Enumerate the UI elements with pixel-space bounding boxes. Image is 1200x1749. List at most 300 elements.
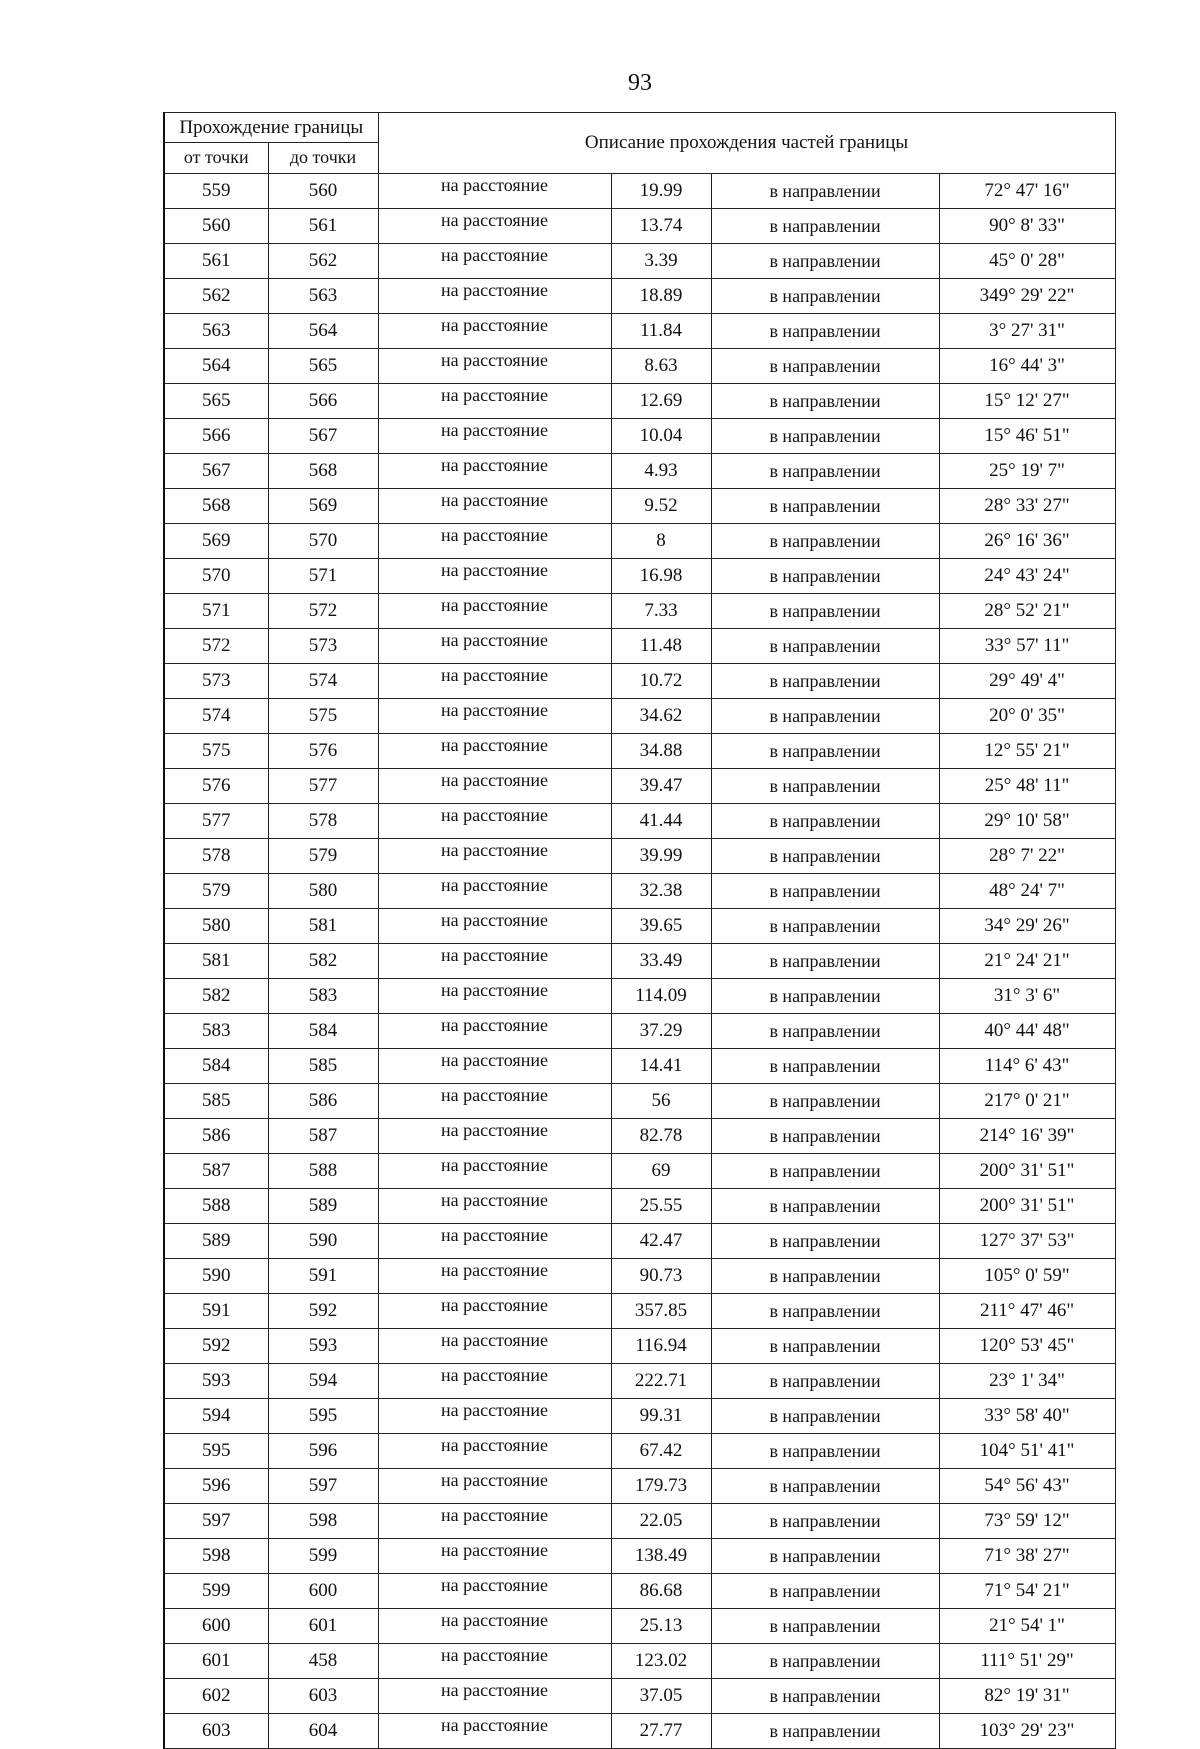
to-point-cell: 584 (268, 1013, 378, 1048)
from-point-cell: 581 (164, 943, 268, 978)
bearing-value-cell: 15° 12' 27" (939, 383, 1115, 418)
table-row (164, 768, 1115, 803)
direction-label-cell: в направлении (711, 383, 939, 418)
distance-label-cell: на расстояние (378, 453, 611, 488)
to-point-cell: 604 (268, 1713, 378, 1748)
distance-label-cell: на расстояние (378, 243, 611, 278)
to-point-cell: 578 (268, 803, 378, 838)
distance-value-cell: 222.71 (611, 1363, 711, 1398)
direction-label-cell: в направлении (711, 523, 939, 558)
table-row (164, 1573, 1115, 1608)
table-row (164, 1258, 1115, 1293)
distance-value-cell: 357.85 (611, 1293, 711, 1328)
from-point-cell: 571 (164, 593, 268, 628)
distance-value-cell: 56 (611, 1083, 711, 1118)
distance-label-cell: на расстояние (378, 1503, 611, 1538)
bearing-value-cell: 214° 16' 39" (939, 1118, 1115, 1153)
table-row (164, 838, 1115, 873)
table-row (164, 663, 1115, 698)
direction-label-cell: в направлении (711, 663, 939, 698)
from-point-cell: 574 (164, 698, 268, 733)
distance-value-cell: 8 (611, 523, 711, 558)
to-point-cell: 593 (268, 1328, 378, 1363)
table-row (164, 803, 1115, 838)
from-point-cell: 597 (164, 1503, 268, 1538)
distance-value-cell: 123.02 (611, 1643, 711, 1678)
from-point-cell: 593 (164, 1363, 268, 1398)
distance-label-cell: на расстояние (378, 173, 611, 208)
from-point-cell: 573 (164, 663, 268, 698)
to-point-cell: 458 (268, 1643, 378, 1678)
distance-label-cell: на расстояние (378, 1538, 611, 1573)
direction-label-cell: в направлении (711, 943, 939, 978)
from-point-cell: 602 (164, 1678, 268, 1713)
from-point-cell: 592 (164, 1328, 268, 1363)
to-point-cell: 596 (268, 1433, 378, 1468)
direction-label-cell: в направлении (711, 488, 939, 523)
distance-label-cell: на расстояние (378, 873, 611, 908)
distance-label-cell: на расстояние (378, 1223, 611, 1258)
distance-value-cell: 33.49 (611, 943, 711, 978)
direction-label-cell: в направлении (711, 1573, 939, 1608)
distance-value-cell: 39.47 (611, 768, 711, 803)
direction-label-cell: в направлении (711, 1328, 939, 1363)
bearing-value-cell: 28° 33' 27" (939, 488, 1115, 523)
from-point-cell: 583 (164, 1013, 268, 1048)
direction-label-cell: в направлении (711, 1048, 939, 1083)
from-point-cell: 572 (164, 628, 268, 663)
distance-value-cell: 179.73 (611, 1468, 711, 1503)
direction-label-cell: в направлении (711, 1188, 939, 1223)
to-point-cell: 567 (268, 418, 378, 453)
to-point-cell: 568 (268, 453, 378, 488)
to-point-cell: 583 (268, 978, 378, 1013)
table-row (164, 1118, 1115, 1153)
from-point-cell: 567 (164, 453, 268, 488)
to-point-cell: 590 (268, 1223, 378, 1258)
distance-value-cell: 13.74 (611, 208, 711, 243)
distance-label-cell: на расстояние (378, 838, 611, 873)
to-point-cell: 586 (268, 1083, 378, 1118)
distance-label-cell: на расстояние (378, 208, 611, 243)
distance-value-cell: 8.63 (611, 348, 711, 383)
distance-value-cell: 69 (611, 1153, 711, 1188)
table-row (164, 593, 1115, 628)
from-point-cell: 582 (164, 978, 268, 1013)
table-row (164, 1153, 1115, 1188)
distance-value-cell: 90.73 (611, 1258, 711, 1293)
from-point-cell: 591 (164, 1293, 268, 1328)
from-point-cell: 568 (164, 488, 268, 523)
from-point-cell: 603 (164, 1713, 268, 1748)
to-point-cell: 588 (268, 1153, 378, 1188)
direction-label-cell: в направлении (711, 838, 939, 873)
distance-label-cell: на расстояние (378, 698, 611, 733)
direction-label-cell: в направлении (711, 1643, 939, 1678)
table-row (164, 208, 1115, 243)
from-point-cell: 596 (164, 1468, 268, 1503)
bearing-value-cell: 25° 48' 11" (939, 768, 1115, 803)
table-row (164, 1013, 1115, 1048)
to-point-cell: 592 (268, 1293, 378, 1328)
table-row (164, 1328, 1115, 1363)
to-point-cell: 569 (268, 488, 378, 523)
bearing-value-cell: 16° 44' 3" (939, 348, 1115, 383)
to-point-cell: 570 (268, 523, 378, 558)
to-point-cell: 594 (268, 1363, 378, 1398)
from-point-cell: 559 (164, 173, 268, 208)
bearing-value-cell: 105° 0' 59" (939, 1258, 1115, 1293)
to-point-cell: 563 (268, 278, 378, 313)
from-point-cell: 565 (164, 383, 268, 418)
distance-label-cell: на расстояние (378, 558, 611, 593)
to-point-cell: 600 (268, 1573, 378, 1608)
to-point-cell: 571 (268, 558, 378, 593)
distance-value-cell: 34.62 (611, 698, 711, 733)
from-point-cell: 599 (164, 1573, 268, 1608)
distance-value-cell: 10.72 (611, 663, 711, 698)
bearing-value-cell: 28° 7' 22" (939, 838, 1115, 873)
direction-label-cell: в направлении (711, 1118, 939, 1153)
direction-label-cell: в направлении (711, 1083, 939, 1118)
distance-label-cell: на расстояние (378, 1643, 611, 1678)
table-row (164, 1643, 1115, 1678)
direction-label-cell: в направлении (711, 1538, 939, 1573)
distance-label-cell: на расстояние (378, 1083, 611, 1118)
distance-value-cell: 67.42 (611, 1433, 711, 1468)
distance-value-cell: 42.47 (611, 1223, 711, 1258)
from-point-cell: 561 (164, 243, 268, 278)
direction-label-cell: в направлении (711, 348, 939, 383)
distance-label-cell: на расстояние (378, 1608, 611, 1643)
distance-value-cell: 138.49 (611, 1538, 711, 1573)
from-point-cell: 586 (164, 1118, 268, 1153)
to-point-cell: 580 (268, 873, 378, 908)
table-row (164, 383, 1115, 418)
distance-label-cell: на расстояние (378, 278, 611, 313)
distance-value-cell: 39.99 (611, 838, 711, 873)
direction-label-cell: в направлении (711, 593, 939, 628)
distance-value-cell: 16.98 (611, 558, 711, 593)
distance-label-cell: на расстояние (378, 1433, 611, 1468)
bearing-value-cell: 211° 47' 46" (939, 1293, 1115, 1328)
distance-label-cell: на расстояние (378, 1678, 611, 1713)
bearing-value-cell: 33° 58' 40" (939, 1398, 1115, 1433)
direction-label-cell: в направлении (711, 873, 939, 908)
to-point-cell: 574 (268, 663, 378, 698)
distance-value-cell: 34.88 (611, 733, 711, 768)
distance-value-cell: 114.09 (611, 978, 711, 1013)
description-header: Описание прохождения частей границы (378, 113, 1115, 174)
bearing-value-cell: 24° 43' 24" (939, 558, 1115, 593)
direction-label-cell: в направлении (711, 208, 939, 243)
from-point-cell: 589 (164, 1223, 268, 1258)
distance-label-cell: на расстояние (378, 628, 611, 663)
from-point-cell: 585 (164, 1083, 268, 1118)
distance-label-cell: на расстояние (378, 768, 611, 803)
distance-label-cell: на расстояние (378, 383, 611, 418)
bearing-value-cell: 71° 54' 21" (939, 1573, 1115, 1608)
distance-label-cell: на расстояние (378, 733, 611, 768)
table-row (164, 1433, 1115, 1468)
bearing-value-cell: 28° 52' 21" (939, 593, 1115, 628)
distance-value-cell: 82.78 (611, 1118, 711, 1153)
table-row (164, 453, 1115, 488)
bearing-value-cell: 26° 16' 36" (939, 523, 1115, 558)
from-point-header: от точки (164, 143, 268, 173)
table-row (164, 908, 1115, 943)
distance-value-cell: 3.39 (611, 243, 711, 278)
table-row (164, 488, 1115, 523)
distance-label-cell: на расстояние (378, 593, 611, 628)
to-point-cell: 560 (268, 173, 378, 208)
distance-value-cell: 9.52 (611, 488, 711, 523)
bearing-value-cell: 71° 38' 27" (939, 1538, 1115, 1573)
direction-label-cell: в направлении (711, 243, 939, 278)
distance-value-cell: 11.84 (611, 313, 711, 348)
distance-value-cell: 22.05 (611, 1503, 711, 1538)
to-point-cell: 582 (268, 943, 378, 978)
table-row (164, 1503, 1115, 1538)
from-point-cell: 600 (164, 1608, 268, 1643)
to-point-cell: 565 (268, 348, 378, 383)
bearing-value-cell: 82° 19' 31" (939, 1678, 1115, 1713)
from-point-cell: 569 (164, 523, 268, 558)
direction-label-cell: в направлении (711, 1468, 939, 1503)
from-point-cell: 566 (164, 418, 268, 453)
direction-label-cell: в направлении (711, 803, 939, 838)
distance-value-cell: 99.31 (611, 1398, 711, 1433)
distance-label-cell: на расстояние (378, 1118, 611, 1153)
bearing-value-cell: 21° 54' 1" (939, 1608, 1115, 1643)
distance-value-cell: 7.33 (611, 593, 711, 628)
table-row (164, 628, 1115, 663)
bearing-value-cell: 12° 55' 21" (939, 733, 1115, 768)
direction-label-cell: в направлении (711, 978, 939, 1013)
direction-label-cell: в направлении (711, 1398, 939, 1433)
bearing-value-cell: 21° 24' 21" (939, 943, 1115, 978)
from-point-cell: 578 (164, 838, 268, 873)
table-row (164, 1678, 1115, 1713)
distance-value-cell: 14.41 (611, 1048, 711, 1083)
distance-label-cell: на расстояние (378, 1363, 611, 1398)
from-point-cell: 560 (164, 208, 268, 243)
bearing-value-cell: 349° 29' 22" (939, 278, 1115, 313)
table-row (164, 558, 1115, 593)
direction-label-cell: в направлении (711, 1608, 939, 1643)
table-row (164, 1538, 1115, 1573)
table-row (164, 943, 1115, 978)
to-point-cell: 573 (268, 628, 378, 663)
table-row (164, 978, 1115, 1013)
bearing-value-cell: 73° 59' 12" (939, 1503, 1115, 1538)
from-point-cell: 563 (164, 313, 268, 348)
table-row (164, 523, 1115, 558)
distance-value-cell: 116.94 (611, 1328, 711, 1363)
direction-label-cell: в направлении (711, 1503, 939, 1538)
bearing-value-cell: 54° 56' 43" (939, 1468, 1115, 1503)
to-point-cell: 575 (268, 698, 378, 733)
bearing-value-cell: 33° 57' 11" (939, 628, 1115, 663)
direction-label-cell: в направлении (711, 908, 939, 943)
distance-value-cell: 39.65 (611, 908, 711, 943)
distance-value-cell: 12.69 (611, 383, 711, 418)
from-point-cell: 577 (164, 803, 268, 838)
bearing-value-cell: 217° 0' 21" (939, 1083, 1115, 1118)
bearing-value-cell: 45° 0' 28" (939, 243, 1115, 278)
to-point-cell: 564 (268, 313, 378, 348)
direction-label-cell: в направлении (711, 698, 939, 733)
bearing-value-cell: 120° 53' 45" (939, 1328, 1115, 1363)
to-point-cell: 603 (268, 1678, 378, 1713)
bearing-value-cell: 34° 29' 26" (939, 908, 1115, 943)
to-point-cell: 599 (268, 1538, 378, 1573)
distance-label-cell: на расстояние (378, 803, 611, 838)
bearing-value-cell: 29° 49' 4" (939, 663, 1115, 698)
distance-label-cell: на расстояние (378, 1188, 611, 1223)
direction-label-cell: в направлении (711, 313, 939, 348)
distance-label-cell: на расстояние (378, 418, 611, 453)
distance-label-cell: на расстояние (378, 313, 611, 348)
bearing-value-cell: 31° 3' 6" (939, 978, 1115, 1013)
table-row (164, 313, 1115, 348)
direction-label-cell: в направлении (711, 453, 939, 488)
to-point-cell: 589 (268, 1188, 378, 1223)
table-row (164, 278, 1115, 313)
bearing-value-cell: 200° 31' 51" (939, 1188, 1115, 1223)
direction-label-cell: в направлении (711, 1013, 939, 1048)
bearing-value-cell: 72° 47' 16" (939, 173, 1115, 208)
distance-value-cell: 10.04 (611, 418, 711, 453)
from-point-cell: 580 (164, 908, 268, 943)
table-row (164, 1468, 1115, 1503)
distance-value-cell: 32.38 (611, 873, 711, 908)
page-number: 93 (628, 70, 652, 96)
to-point-cell: 566 (268, 383, 378, 418)
from-point-cell: 564 (164, 348, 268, 383)
to-point-cell: 561 (268, 208, 378, 243)
table-row (164, 1293, 1115, 1328)
distance-value-cell: 11.48 (611, 628, 711, 663)
direction-label-cell: в направлении (711, 1258, 939, 1293)
distance-label-cell: на расстояние (378, 488, 611, 523)
from-point-cell: 576 (164, 768, 268, 803)
from-point-cell: 587 (164, 1153, 268, 1188)
from-point-cell: 579 (164, 873, 268, 908)
table-row (164, 1083, 1115, 1118)
to-point-cell: 579 (268, 838, 378, 873)
distance-value-cell: 37.05 (611, 1678, 711, 1713)
table-row (164, 1188, 1115, 1223)
from-point-cell: 588 (164, 1188, 268, 1223)
distance-value-cell: 19.99 (611, 173, 711, 208)
to-point-cell: 601 (268, 1608, 378, 1643)
from-point-cell: 594 (164, 1398, 268, 1433)
direction-label-cell: в направлении (711, 1223, 939, 1258)
direction-label-cell: в направлении (711, 418, 939, 453)
distance-label-cell: на расстояние (378, 1713, 611, 1748)
table-row (164, 733, 1115, 768)
distance-label-cell: на расстояние (378, 1153, 611, 1188)
bearing-value-cell: 3° 27' 31" (939, 313, 1115, 348)
distance-label-cell: на расстояние (378, 1573, 611, 1608)
from-point-cell: 590 (164, 1258, 268, 1293)
distance-label-cell: на расстояние (378, 1468, 611, 1503)
table-row (164, 1608, 1115, 1643)
direction-label-cell: в направлении (711, 558, 939, 593)
from-point-cell: 598 (164, 1538, 268, 1573)
table-row (164, 1048, 1115, 1083)
to-point-cell: 585 (268, 1048, 378, 1083)
direction-label-cell: в направлении (711, 1713, 939, 1748)
direction-label-cell: в направлении (711, 1293, 939, 1328)
bearing-value-cell: 127° 37' 53" (939, 1223, 1115, 1258)
distance-value-cell: 4.93 (611, 453, 711, 488)
bearing-value-cell: 29° 10' 58" (939, 803, 1115, 838)
table-row (164, 1223, 1115, 1258)
from-point-cell: 575 (164, 733, 268, 768)
table-row (164, 873, 1115, 908)
bearing-value-cell: 48° 24' 7" (939, 873, 1115, 908)
distance-value-cell: 37.29 (611, 1013, 711, 1048)
table-row (164, 418, 1115, 453)
from-point-cell: 584 (164, 1048, 268, 1083)
to-point-cell: 577 (268, 768, 378, 803)
table-row (164, 1398, 1115, 1433)
distance-value-cell: 18.89 (611, 278, 711, 313)
table-row (164, 1713, 1115, 1748)
passage-header: Прохождение границы (164, 113, 378, 143)
distance-value-cell: 86.68 (611, 1573, 711, 1608)
distance-value-cell: 41.44 (611, 803, 711, 838)
to-point-cell: 576 (268, 733, 378, 768)
to-point-cell: 572 (268, 593, 378, 628)
to-point-cell: 597 (268, 1468, 378, 1503)
distance-label-cell: на расстояние (378, 943, 611, 978)
distance-value-cell: 25.13 (611, 1608, 711, 1643)
distance-label-cell: на расстояние (378, 908, 611, 943)
bearing-value-cell: 111° 51' 29" (939, 1643, 1115, 1678)
direction-label-cell: в направлении (711, 1433, 939, 1468)
direction-label-cell: в направлении (711, 278, 939, 313)
distance-label-cell: на расстояние (378, 978, 611, 1013)
bearing-value-cell: 25° 19' 7" (939, 453, 1115, 488)
distance-value-cell: 25.55 (611, 1188, 711, 1223)
direction-label-cell: в направлении (711, 1363, 939, 1398)
bearing-value-cell: 114° 6' 43" (939, 1048, 1115, 1083)
distance-value-cell: 27.77 (611, 1713, 711, 1748)
to-point-cell: 581 (268, 908, 378, 943)
to-point-cell: 587 (268, 1118, 378, 1153)
table-row (164, 348, 1115, 383)
distance-label-cell: на расстояние (378, 348, 611, 383)
bearing-value-cell: 20° 0' 35" (939, 698, 1115, 733)
to-point-cell: 595 (268, 1398, 378, 1433)
bearing-value-cell: 103° 29' 23" (939, 1713, 1115, 1748)
table-row (164, 243, 1115, 278)
to-point-header: до точки (268, 143, 378, 173)
bearing-value-cell: 104° 51' 41" (939, 1433, 1115, 1468)
bearing-value-cell: 40° 44' 48" (939, 1013, 1115, 1048)
table-body (164, 173, 1115, 1748)
distance-label-cell: на расстояние (378, 1398, 611, 1433)
bearing-value-cell: 15° 46' 51" (939, 418, 1115, 453)
to-point-cell: 598 (268, 1503, 378, 1538)
table-row (164, 173, 1115, 208)
from-point-cell: 562 (164, 278, 268, 313)
bearing-value-cell: 90° 8' 33" (939, 208, 1115, 243)
direction-label-cell: в направлении (711, 768, 939, 803)
